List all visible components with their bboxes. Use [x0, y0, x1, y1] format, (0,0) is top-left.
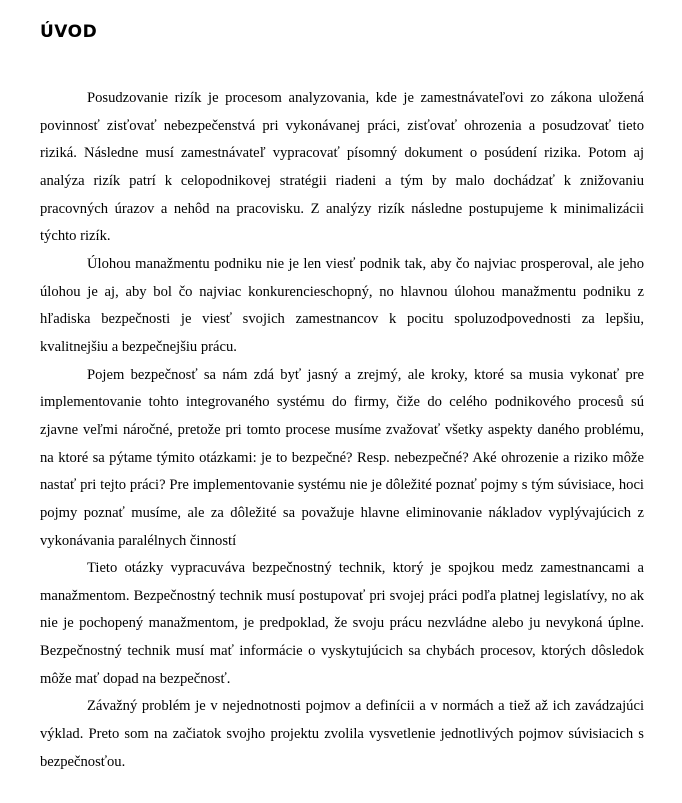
section-heading: ÚVOD: [40, 22, 98, 42]
paragraph: Tieto otázky vypracuváva bezpečnostný technik, ktorý je spojkou medz zamestnancami a manažmentom. Bezpečnostný technik musí postupovať pri svojej práci podľa platnej legislatívy, no ak nie je pochopený manažmentom, je predpoklad, že svoju prácu nezvládne alebo ju nevykoná úplne. Bezpečnostný technik musí mať informácie o vyskytujúcich sa chybách procesov, ktorých dôsledok môže mať dopad na bezpečnosť.: [40, 560, 644, 687]
paragraph: Závažný problém je v nejednotnosti pojmov a definícii a v normách a tiež až ich zavádzajúci výklad. Preto som na začiatok svojho projektu zvolila vysvetlenie jednotlivých pojmov súvisiacich s bezpečnosťou.: [40, 698, 644, 770]
paragraph: Úlohou manažmentu podniku nie je len viesť podnik tak, aby čo najviac prosperoval, ale jeho úlohou je aj, aby bol čo najviac konkurencieschopný, no hlavnou úlohou manažmentu podniku z hľadiska bezpečnosti je viesť svojich zamestnancov k pocitu spoluzodpovednosti za lepšiu, kvalitnejšiu a bezpečnejšiu prácu.: [40, 255, 644, 355]
document-body: [40, 85, 644, 776]
paragraph: Pojem bezpečnosť sa nám zdá byť jasný a zrejmý, ale kroky, ktoré sa musia vykonať pre implementovanie tohto integrovaného systému do firmy, čiže do celého podnikového procesů sú zjavne veľmi náročné, pretože pri tomto procese musíme zvažovať všetky aspekty daného problému, na ktoré sa pýtame týmito otázkami: je to bezpečné? Resp. nebezpečné? Aké ohrozenie a riziko môže nastať pri tejto práci? Pre implementovanie systému nie je dôležité poznať pojmy s tým súvisiace, hoci pojmy poznať musíme, ale za dôležité sa považuje hlavne eliminovanie nákladov vyplývajúcich z vykonávania paralélnych činností: [40, 366, 644, 549]
paragraph: Posudzovanie rizík je procesom analyzovania, kde je zamestnávateľovi zo zákona uložená povinnosť zisťovať nebezpečenstvá pri vykonávanej práci, zisťovať ohrozenia a posudzovať tieto riziká. Následne musí zamestnávateľ vypracovať písomný dokument o posúdení rizika. Potom aj analýza rizík patrí k celopodnikovej stratégii riadeni a tým by malo dochádzať k znižovaniu pracovných úrazov a nehôd na pracovisku. Z analýzy rizík následne postupujeme k minimalizácii týchto rizík.: [40, 90, 644, 245]
